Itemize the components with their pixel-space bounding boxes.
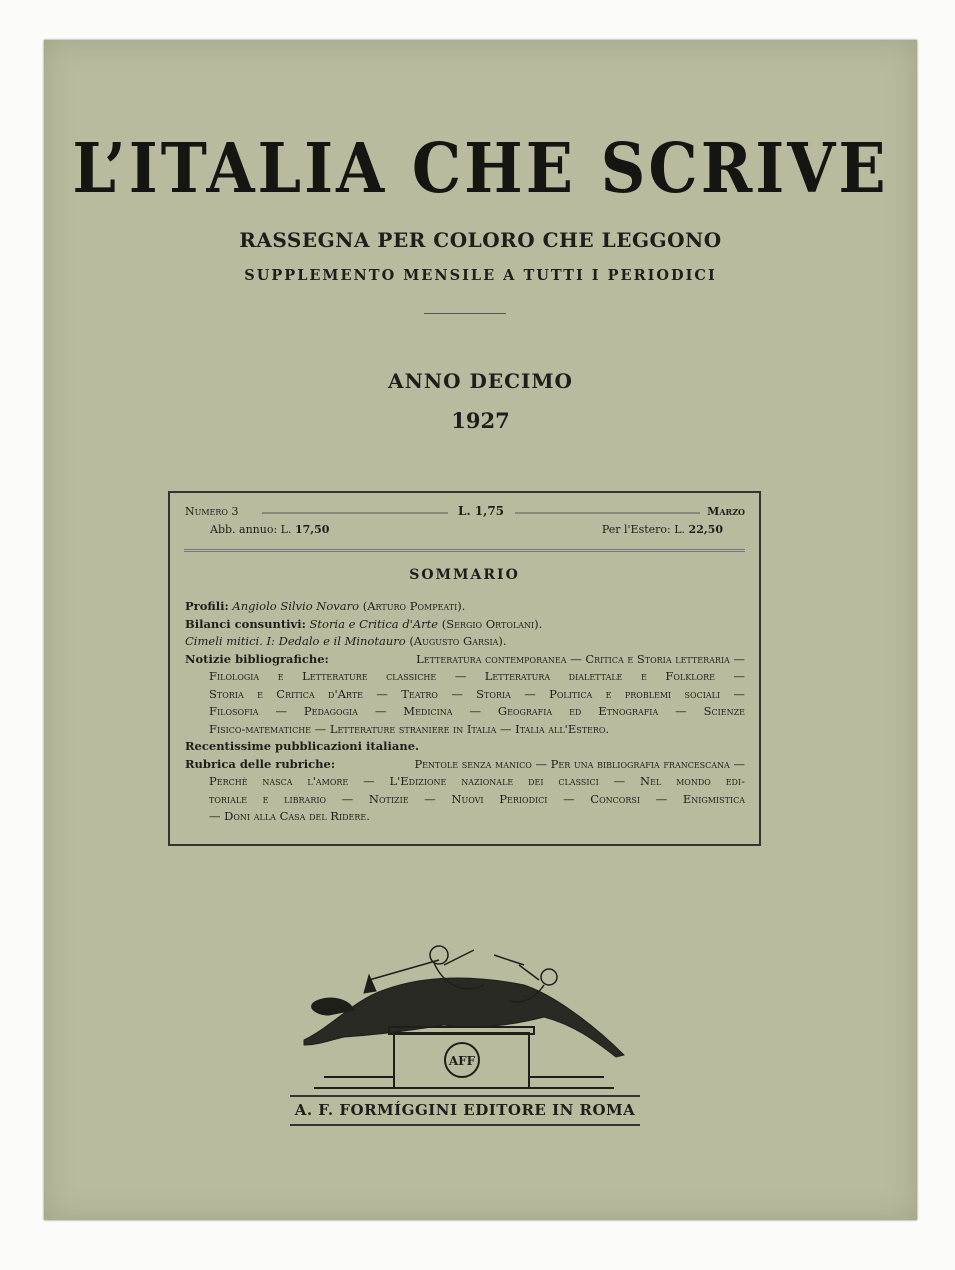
divider [424,313,506,314]
foreign-price [602,523,723,536]
masthead-supplement: SUPPLEMENTO MENSILE A TUTTI I PERIODICI [244,267,717,284]
publisher-imprint: A. F. FORMÍGGINI EDITORE IN ROMA [290,1095,640,1126]
masthead-subtitle: RASSEGNA PER COLORO CHE LEGGONO [239,228,722,252]
entry-line: — Doni alla Casa del Ridere. [209,809,370,823]
entry-label: Recentissime pubblicazioni italiane. [185,739,420,753]
entry-author: (Arturo Pompeati). [362,599,466,613]
entry-cimeli [185,633,745,651]
entry-profili [185,598,745,616]
entry-line: Perchè nasca l'amore — L'Edizione nazionale dei classici — Nel mondo edi- [209,774,745,788]
entry-author: (Augusto Garsia). [409,634,507,648]
anno: ANNO DECIMO [388,369,573,393]
year: 1927 [451,408,510,433]
subscription-price [210,523,329,536]
magazine-cover [44,40,917,1220]
entry-label: Bilanci consuntivi: [185,616,306,631]
entry-label: Cimeli mitici. I: [185,634,275,648]
entry-line: Filosofia — Pedagogia — Medicina — Geografia ed Etnografia — Scienze [209,704,745,718]
emblem-monogram: AFF [448,1054,476,1068]
entry-title: Storia e Critica d'Arte [309,616,439,631]
divider [262,512,448,514]
masthead-title: L’ITALIA CHE SCRIVE [72,128,889,209]
foreign-value: 22,50 [688,523,723,536]
contents-list [185,598,745,826]
entry-line: Fisico-matematiche — Letterature straniere in Italia — Italia all'Estero. [209,721,610,736]
issue-number: Numero 3 [185,505,239,518]
entry-author: (Sergio Ortolani). [441,616,543,631]
entry-title: Dedalo e il Minotauro [278,634,406,648]
foreign-label: Per l'Estero: L. [601,523,686,536]
entry-recentissime [185,738,745,756]
subscription-label: Abb. annuo: L. [210,523,292,536]
entry-line: Storia e Critica d'Arte — Teatro — Storia — Politica e problemi sociali — [209,686,745,701]
publisher-illustration [294,905,634,1095]
entry-label: Rubrica delle rubriche: [185,756,336,771]
divider [184,549,745,552]
entry-label: Profili: [185,599,229,613]
entry-line: toriale e librario — Notizie — Nuovi Periodici — Concorsi — Enigmistica [209,791,745,806]
entry-notizie [185,651,745,669]
issue-price: L. 1,75 [458,504,505,518]
entry-line: Pentole senza manico — Per una bibliografia francescana — [414,756,745,771]
divider [515,512,700,514]
entry-line: Letteratura contemporanea — Critica e Storia letteraria — [416,651,745,666]
subscription-value: 17,50 [294,523,330,536]
sommario-heading: SOMMARIO [409,567,520,583]
wolf-figure [304,975,624,1057]
issue-month: Marzo [707,505,745,518]
entry-line: Filologia e Letterature classiche — Letteratura dialettale e Folklore — [209,669,745,683]
entry-bilanci [185,616,745,634]
entry-title: Angiolo Silvio Novaro [232,599,360,613]
contents-box [168,491,761,846]
entry-rubrica [185,756,745,774]
entry-label: Notizie bibliografiche: [185,651,329,666]
